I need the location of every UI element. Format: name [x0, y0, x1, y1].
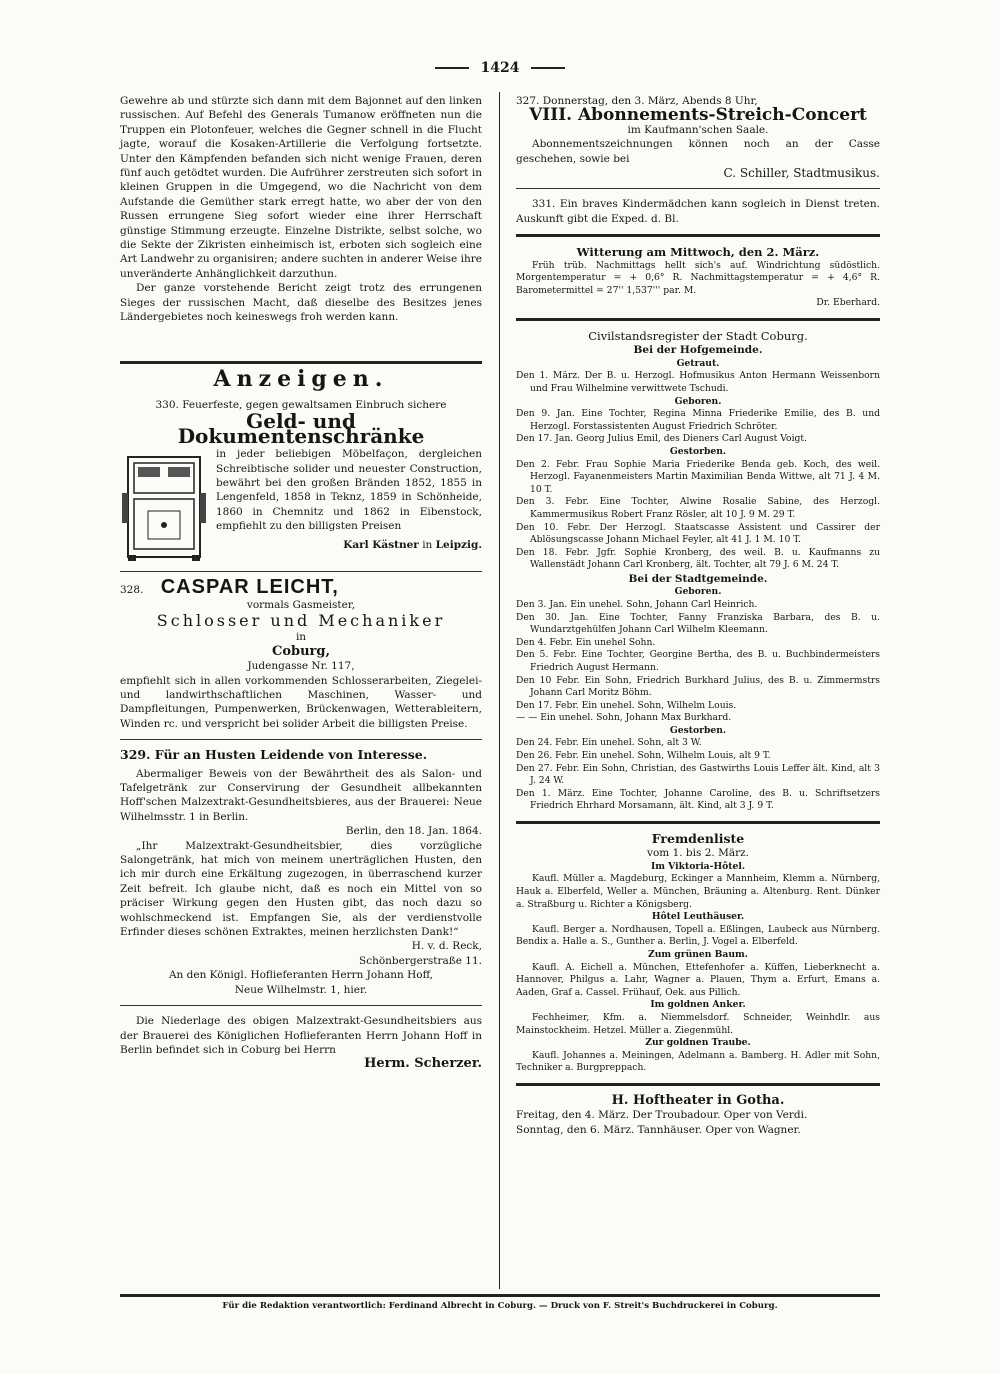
ad-327-title: VIII. Abonnements-Streich-Concert — [529, 105, 867, 126]
civil-register-title: Civilstandsregister der Stadt Coburg. — [588, 329, 808, 344]
section-rule — [120, 361, 482, 364]
geboren-heading: Geboren. — [674, 586, 722, 598]
ad-330-title: Geld- und Dokumentenschränke — [177, 409, 425, 448]
ad-327-place: im Kaufmann'schen Saale. — [627, 123, 769, 136]
list-item: Den 17. Febr. Ein unehel. Sohn, Wilhelm Louis. — [516, 699, 737, 711]
ad-329-date: Berlin, den 18. Jan. 1864. — [345, 825, 482, 838]
ad-329-letter: „Ihr Malzextrakt-Gesundheitsbier, dies vorzügliche Salongetränk, hat mich von meinem unerträglichen Husten, den ich mir durch eine Erkältung zugezogen, in überraschend kurzer Zeit befreit. Ich glaube nicht, daß es noch ein Mittel von so präciser Wirkung gegen den Husten gibt, das noch dazu so wohlschmeckend ist. Empfangen Sie, als der verdienstvolle Erfinder dieses schönen Extraktes, meinen herzlichsten Dank!“ — [120, 839, 482, 939]
list-item: Den 3. Febr. Eine Tochter, Alwine Rosalie Sabine, des Herzogl. Kammermusikus Robert Franz Rösler, alt 10 J. 9 M. 29 T. — [516, 496, 880, 520]
ad-329-depot-name: Herm. Scherzer. — [364, 1056, 482, 1072]
stadt-gemeinde-title: Bei der Stadtgemeinde. — [628, 572, 768, 585]
hof-getraut-list — [516, 370, 880, 395]
ad-327-signature: C. Schiller, Stadtmusikus. — [723, 166, 880, 181]
safe-illustration-icon — [120, 451, 208, 563]
ad-328-header: 328. CASPAR LEICHT, — [120, 576, 339, 599]
list-item: Den 30. Jan. Eine Tochter, Fanny Franziska Barbara, des B. u. Wundarztgehülfen Johann Carl Wilhelm Kleemann. — [516, 611, 880, 636]
gestorben-heading: Gestorben. — [669, 446, 727, 457]
stadt-geboren-list — [516, 599, 880, 725]
page-number-dash-right — [531, 67, 565, 69]
hof-gemeinde-title: Bei der Hofgemeinde. — [633, 344, 763, 357]
weather-signature: Dr. Eberhard. — [816, 297, 880, 309]
leuthaeuser-guests: Kaufl. Berger a. Nordhausen, Topell a. Eßlingen, Laubeck aus Nürnberg. Bendix a. Halle a. S., Gunther a. Berlin, J. Vogel a. Elberfeld. — [516, 923, 880, 948]
hof-geboren-list — [516, 408, 880, 446]
goldne-traube-title: Zur goldnen Traube. — [645, 1037, 751, 1049]
gestorben-heading: Gestorben. — [669, 724, 727, 736]
ad-328-in: in — [295, 631, 307, 644]
ad-329-intro: Abermaliger Beweis von der Bewährtheit des als Salon- und Tafelgetränk zur Conservirung der Gesundheit allbekannten Hoff'schen Malzextrakt-Gesundheitsbieres, aus der Brauerei: Neue Wilhelmsstr. 1 in Berlin. — [120, 767, 482, 823]
news-paragraph-1: Gewehre ab und stürzte sich dann mit dem Bajonnet auf den linken russischen. Auf Befehl des Generals Tumanow eröffneten nun die Truppen ein Plotonfeuer, welches die Gegner schnell in die Flucht jagte, worauf die Kosaken-Artillerie die Verfolgung fortsetzte. Unter den Kämpfenden befanden sich nicht wenige Frauen, deren fünf auch getödtet wurden. Die Aufrührer zerstreuten sich sofort in kleinen Gruppen in die Umgegend, wo die Nachricht von dem Aufstande die Gemüther stark erregt hatte, wo aber der von den Russen errungene Sieg sofort wieder eine ihrer Herrschaft günstige Stimmung erzeugte. Einzelne Distrikte, selbst solche, wo die Sekte der Zikristen einheimisch ist, erboten sich sogleich eine Art Landwehr zu organisiren; andere suchten in anderer Weise ihre unveränderte Anhänglichkeit darzuthun. — [120, 95, 482, 280]
stadt-gestorben-list — [516, 737, 880, 813]
ad-327-line: 327. Donnerstag, den 3. März, Abends 8 Uhr, — [516, 95, 758, 107]
theater-line-2: Sonntag, den 6. März. Tannhäuser. Oper von Wagner. — [516, 1123, 801, 1136]
ad-330-body-row — [120, 447, 482, 563]
list-item: Den 10. Febr. Der Herzogl. Staatscasse Assistent und Cassirer der Ablösungscasse Johann Michael Feyler, alt 41 J. 1 M. 10 T. — [516, 521, 880, 546]
gruener-baum-title: Zum grünen Baum. — [648, 949, 748, 960]
imprint-footer: Für die Redaktion verantwortlich: Ferdinand Albrecht in Coburg. — Druck von F. Streit's Buchdruckerei in Coburg. — [120, 1294, 880, 1311]
viktoria-hotel-guests: Kaufl. Müller a. Magdeburg, Eckinger a Mannheim, Klemm a. Nürnberg, Hauk a. Elberfeld, Weller a. München, Bräuning a. Altenburg. Rent. Dünker a. Straßburg u. Richter a Königsberg. — [516, 873, 880, 910]
list-item: Den 2. Febr. Frau Sophie Maria Friederike Benda geb. Koch, des weil. Herzogl. Fayanenmeisters Martin Maximilian Benda Wittwe, alt 71 J. 4 M. 10 T. — [516, 458, 880, 495]
ad-328-body: empfiehlt sich in allen vorkommenden Schlosserarbeiten, Ziegelei- und landwirthschaftlichen Maschinen, Wasser- und Dampfleitungen, Pumpenwerken, Brückenwagen, Wetterableitern, Winden rc. und verspricht bei solider Arbeit die billigsten Preise. — [120, 674, 482, 730]
list-item: Den 1. März. Der B. u. Herzogl. Hofmusikus Anton Hermann Weissenborn und Frau Wilhelmine verwittwete Tschudi. — [516, 370, 880, 395]
left-column — [120, 94, 482, 1072]
gruener-baum-guests: Kaufl. A. Eichell a. München, Ettefenhofer a. Küffen, Lieberknecht a. Hannover, Philgus a. Lahr, Wagner a. Plauen, Thym a. Erfurt, Emans a. Aaden, Graf a. Cassel. Frühauf, Oek. aus Pillich. — [516, 961, 880, 998]
list-item: Den 9. Jan. Eine Tochter, Regina Minna Friederike Emilie, des B. und Herzogl. Forstassistenten August Friedrich Schröter. — [516, 408, 880, 432]
ad-329-addressee-1: An den Königl. Hoflieferanten Herrn Johann Hoff, — [168, 969, 434, 982]
ad-divider — [516, 188, 880, 189]
news-paragraph-2: Der ganze vorstehende Bericht zeigt trotz des errungenen Sieges der russischen Macht, daß dieselbe des Besitzes jenes Ländergebietes noch keineswegs froh werden kann. — [120, 282, 482, 324]
viktoria-hotel-title: Im Viktoria-Hôtel. — [650, 860, 746, 872]
list-item: Den 1. März. Eine Tochter, Johanne Caroline, des B. u. Schriftsetzers Friedrich Ehrhard Morsamann, ält. Kind, alt 3 J. 9 T. — [516, 787, 880, 812]
ad-330-intro: 330. Feuerfeste, gegen gewaltsamen Einbruch sichere — [155, 398, 447, 411]
page-number: 1424 — [0, 60, 1000, 76]
list-item: Den 26. Febr. Ein unehel. Sohn, Wilhelm Louis, alt 9 T. — [516, 750, 771, 762]
ad-331: 331. Ein braves Kindermädchen kann sogleich in Dienst treten. Auskunft gibt die Exped. d. Bl. — [516, 198, 880, 225]
ad-328-city: Coburg, — [271, 643, 331, 659]
ad-330-body: in jeder beliebigen Möbelfaçon, dergleichen Schreibtische solider und neuester Construction, bewährt bei den großen Bränden 1852, 1855 in Lengenfeld, 1858 in Teknz, 1859 in Schönheide, 1860 in Chemnitz und 1862 in Eibenstock, empfiehlt zu den billigsten Preisen — [216, 448, 482, 533]
section-rule — [516, 1083, 880, 1086]
ad-329-addressee-2: Neue Wilhelmstr. 1, hier. — [234, 983, 368, 996]
page-number-dash-left — [435, 67, 469, 69]
geboren-heading: Geboren. — [674, 395, 722, 407]
getraut-heading: Getraut. — [676, 357, 720, 369]
fremdenliste-dates: vom 1. bis 2. März. — [647, 847, 749, 860]
ad-divider — [120, 1005, 482, 1006]
ad-329-signer-address: Schönbergerstraße 11. — [359, 954, 482, 967]
list-item: Den 4. Febr. Ein unehel Sohn. — [516, 636, 656, 648]
ad-330-signature: Karl Kästner in Leipzig. — [343, 538, 482, 551]
ad-328-former: vormals Gasmeister, — [246, 598, 356, 611]
list-item: — — Ein unehel. Sohn, Johann Max Burkhard. — [516, 712, 732, 724]
ad-327-body: Abonnementszeichnungen können noch an der Casse geschehen, sowie bei — [516, 138, 880, 165]
right-column — [516, 94, 880, 1137]
column-divider — [499, 92, 500, 1289]
list-item: Den 27. Febr. Ein Sohn, Christian, des Gastwirths Louis Leffer ält. Kind, alt 3 J. 24 W. — [516, 762, 880, 787]
section-rule — [516, 821, 880, 824]
list-item: Den 5. Febr. Eine Tochter, Georgine Bertha, des B. u. Buchbindermeisters Friedrich August Hermann. — [516, 649, 880, 673]
theater-title: H. Hoftheater in Gotha. — [611, 1092, 785, 1108]
list-item: Den 18. Febr. Jgfr. Sophie Kronberg, des weil. B. u. Kaufmanns zu Wallenstädt Johann Carl Kronberg, ält. Tochter, alt 79 J. 6 M. 24 T. — [516, 546, 880, 571]
section-rule — [516, 318, 880, 321]
list-item: Den 24. Febr. Ein unehel. Sohn, alt 3 W. — [516, 737, 702, 749]
ad-329-title: 329. Für an Husten Leidende von Interesse. — [120, 747, 428, 763]
list-item: Den 10 Febr. Ein Sohn, Friedrich Burkhard Julius, des B. u. Zimmermstrs Johann Carl Moritz Böhm. — [516, 674, 880, 699]
ad-divider — [120, 739, 482, 740]
list-item: Den 3. Jan. Ein unehel. Sohn, Johann Carl Heinrich. — [516, 598, 758, 610]
leuthaeuser-title: Hôtel Leuthäuser. — [651, 911, 745, 923]
ad-divider — [120, 571, 482, 572]
ad-328-street: Judengasse Nr. 117, — [247, 660, 355, 673]
weather-title: Witterung am Mittwoch, den 2. März. — [576, 245, 820, 260]
theater-line-1: Freitag, den 4. März. Der Troubadour. Oper von Verdi. — [516, 1109, 808, 1122]
ad-328-trade: Schlosser und Mechaniker — [156, 610, 446, 630]
goldner-anker-guests: Fechheimer, Kfm. a. Niemmelsdorf. Schneider, Weinhdlr. aus Mainstockheim. Hetzel. Müller a. Ziegenmühl. — [516, 1011, 880, 1036]
anzeigen-heading: Anzeigen. — [213, 365, 389, 392]
weather-body: Früh trüb. Nachmittags hellt sich's auf. Windrichtung südöstlich. Morgentemperatur = + 0,6° R. Nachmittagstemperatur = + 4,6° R. Barometermittel = 27'' 1,537''' par. M. — [516, 259, 880, 296]
fremdenliste-title: Fremdenliste — [651, 831, 745, 847]
goldne-traube-guests: Kaufl. Johannes a. Meiningen, Adelmann a. Bamberg. H. Adler mit Sohn, Techniker a. Burgpreppach. — [516, 1049, 880, 1074]
section-rule — [516, 234, 880, 237]
list-item: Den 17. Jan. Georg Julius Emil, des Dieners Carl August Voigt. — [516, 433, 808, 445]
ad-329-depot: Die Niederlage des obigen Malzextrakt-Gesundheitsbiers aus der Brauerei des Königlichen Hoflieferanten Herrn Johann Hoff in Berlin befindet sich in Coburg bei Herrn — [120, 1015, 482, 1056]
goldner-anker-title: Im goldnen Anker. — [650, 999, 746, 1011]
hof-gestorben-list — [516, 459, 880, 572]
ad-329-signer: H. v. d. Reck, — [411, 940, 482, 953]
